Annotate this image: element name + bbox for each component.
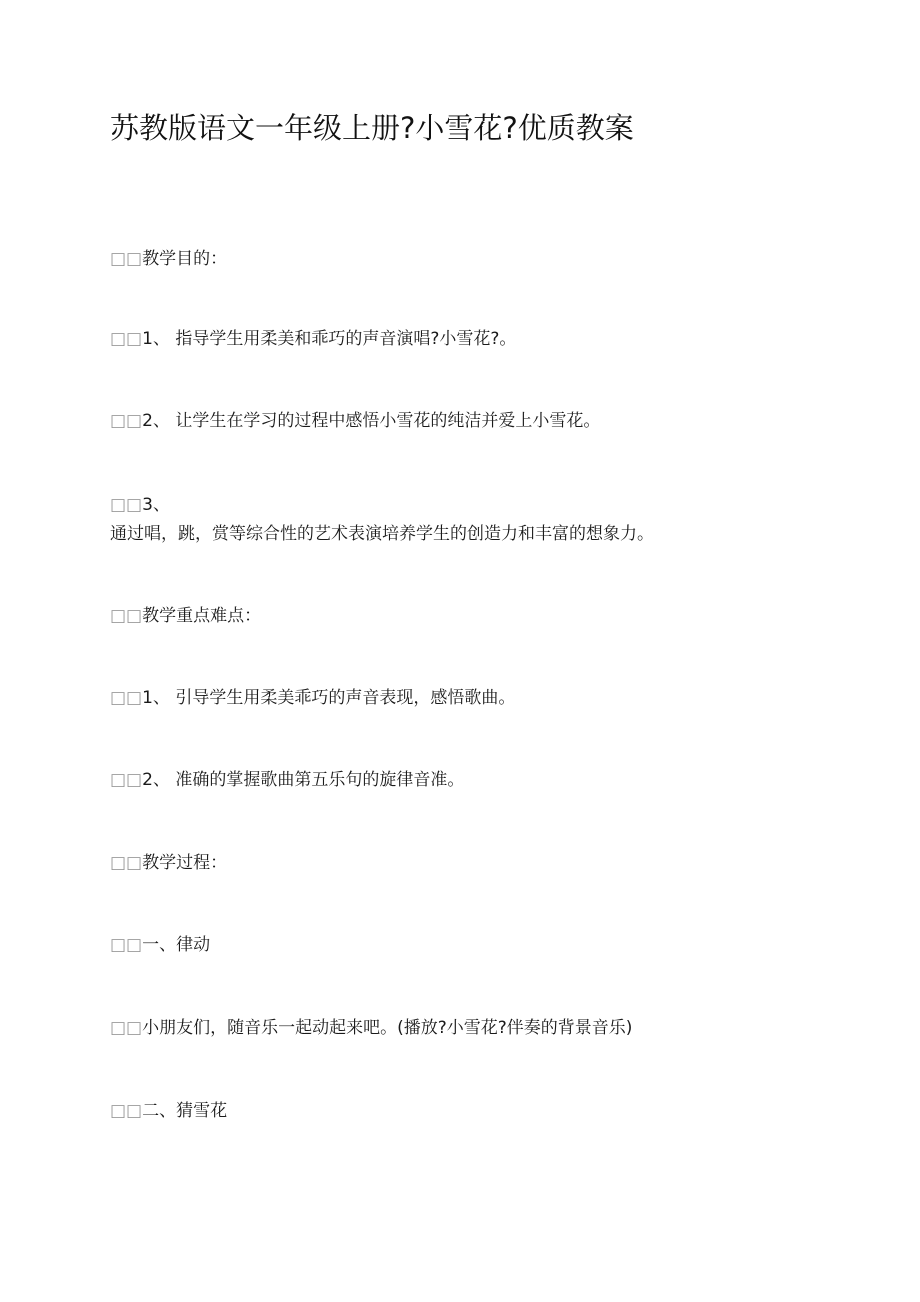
paragraph-text: 2、 让学生在学习的过程中感悟小雪花的纯洁并爱上小雪花。 xyxy=(142,411,601,431)
indent-placeholder: □□ xyxy=(110,853,143,873)
paragraph-key-point-2 xyxy=(110,765,464,795)
paragraph-goal-1 xyxy=(110,324,516,354)
paragraph-step-1-rhythm xyxy=(110,930,210,960)
paragraph-goal-3-continuation: 通过唱，跳，赏等综合性的艺术表演培养学生的创造力和丰富的想象力。 xyxy=(110,524,654,544)
paragraph-process-heading xyxy=(110,848,227,878)
indent-placeholder: □□ xyxy=(110,606,143,626)
paragraph-text: 1、 指导学生用柔美和乖巧的声音演唱?小雪花?。 xyxy=(142,329,517,349)
paragraph-text: 1、 引导学生用柔美乖巧的声音表现，感悟歌曲。 xyxy=(142,688,516,708)
paragraph-text: 一、律动 xyxy=(142,935,211,955)
paragraph-step-2-guess-snowflake xyxy=(110,1096,227,1126)
paragraph-text: 2、 准确的掌握歌曲第五乐句的旋律音准。 xyxy=(142,770,465,790)
indent-placeholder: □□ xyxy=(110,411,143,431)
paragraph-text: 3、 xyxy=(142,495,170,515)
indent-placeholder: □□ xyxy=(110,935,143,955)
paragraph-text: 小朋友们，随音乐一起动起来吧。(播放?小雪花?伴奏的背景音乐) xyxy=(142,1018,633,1038)
paragraph-teaching-goals-heading xyxy=(110,244,227,274)
indent-placeholder: □□ xyxy=(110,688,143,708)
paragraph-goal-3 xyxy=(110,490,170,520)
paragraph-text: 教学目的： xyxy=(142,249,228,269)
indent-placeholder: □□ xyxy=(110,1101,143,1121)
indent-placeholder: □□ xyxy=(110,1018,143,1038)
indent-placeholder: □□ xyxy=(110,329,143,349)
document-title: 苏教版语文一年级上册?小雪花?优质教案 xyxy=(110,111,634,145)
paragraph-goal-2 xyxy=(110,406,600,436)
paragraph-text: 教学过程： xyxy=(142,853,228,873)
paragraph-step-1-instruction xyxy=(110,1013,632,1043)
indent-placeholder: □□ xyxy=(110,249,143,269)
indent-placeholder: □□ xyxy=(110,770,143,790)
paragraph-text: 二、猜雪花 xyxy=(142,1101,228,1121)
indent-placeholder: □□ xyxy=(110,495,143,515)
paragraph-text: 教学重点难点： xyxy=(142,606,262,626)
paragraph-key-point-1 xyxy=(110,683,515,713)
paragraph-key-points-heading xyxy=(110,601,261,631)
